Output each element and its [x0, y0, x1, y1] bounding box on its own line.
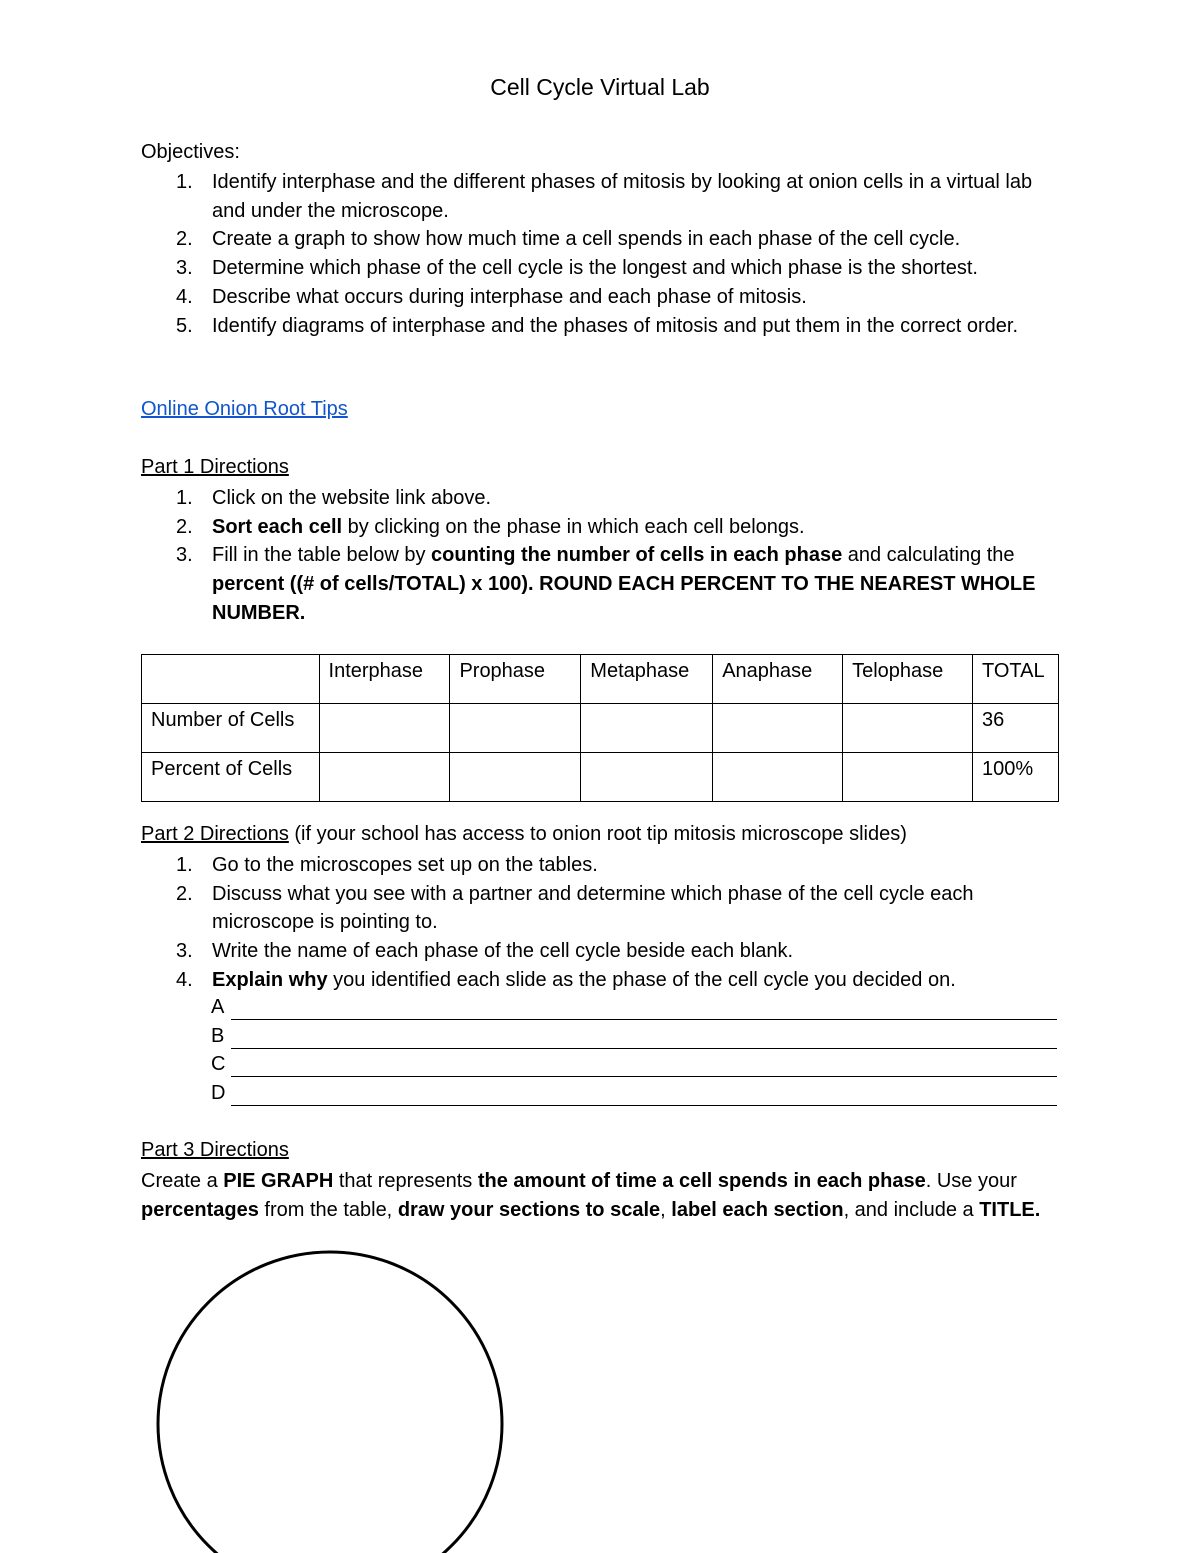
row-label: Percent of Cells	[142, 753, 320, 802]
part2-heading: Part 2 Directions	[141, 823, 289, 845]
row-label: Number of Cells	[142, 704, 320, 753]
explanation-blank[interactable]	[469, 1019, 1057, 1020]
objective-text: Identify diagrams of interphase and the phases of mitosis and put them in the correct order.	[212, 314, 1019, 337]
part3-instructions: Create a PIE GRAPH that represents the amount of time a cell spends in each phase. Use your percentages from the table, draw your sections to scale, label each section, and include a TITLE.	[141, 1170, 1041, 1221]
objective-text: Identify interphase and the different phases of mitosis by looking at onion cells in a virtual lab and under the microscope.	[212, 171, 1033, 222]
online-onion-root-tips-link[interactable]: Online Onion Root Tips	[141, 398, 348, 420]
blank-label: B	[211, 1024, 225, 1047]
objectives-heading: Objectives:	[141, 141, 240, 163]
objective-text: Create a graph to show how much time a cell spends in each phase of the cell cycle.	[212, 228, 961, 251]
part2-list	[141, 851, 1071, 995]
objective-item: 5. Identify diagrams of interphase and the phases of mitosis and put them in the correct order.	[176, 314, 1019, 337]
part2-heading-line: Part 2 Directions (if your school has access to onion root tip mitosis microscope slides)	[141, 823, 907, 845]
part2-item: 2. Discuss what you see with a partner and determine which phase of the cell cycle each microscope is pointing to.	[176, 882, 974, 934]
objective-text: Determine which phase of the cell cycle is the longest and which phase is the shortest.	[212, 257, 978, 280]
table-header-cell: Prophase	[450, 655, 581, 704]
answer-cell[interactable]	[843, 753, 973, 802]
phase-blank[interactable]	[231, 1105, 476, 1106]
phase-blank[interactable]	[231, 1019, 476, 1020]
phase-blank[interactable]	[231, 1048, 476, 1049]
answer-cell[interactable]	[581, 704, 713, 753]
part1-list	[141, 484, 1071, 628]
table-header-cell: TOTAL	[972, 655, 1058, 704]
explanation-blank[interactable]	[469, 1048, 1057, 1049]
part2-item: 4. Explain why you identified each slide as the phase of the cell cycle you decided on.	[176, 968, 956, 991]
blank-label: C	[211, 1053, 226, 1076]
table-header-cell: Metaphase	[581, 655, 713, 704]
part1-heading: Part 1 Directions	[141, 456, 289, 478]
answer-cell[interactable]	[450, 753, 581, 802]
objective-text: Describe what occurs during interphase and each phase of mitosis.	[212, 285, 807, 308]
objective-item: 1. Identify interphase and the different phases of mitosis by looking at onion cells in a virtual lab and under the microscope.	[176, 171, 1033, 222]
objectives-list	[141, 168, 1071, 340]
pie-graph-circle[interactable]	[150, 1244, 520, 1553]
total-cell: 36	[972, 704, 1058, 753]
table-row	[142, 704, 1059, 753]
objective-item: 2. Create a graph to show how much time a cell spends in each phase of the cell cycle.	[176, 228, 961, 251]
explanation-blank[interactable]	[469, 1076, 1057, 1077]
answer-cell[interactable]	[713, 704, 843, 753]
blank-label: D	[211, 1082, 226, 1105]
cell-count-table	[141, 654, 1059, 802]
part2-item: 1. Go to the microscopes set up on the tables.	[176, 854, 598, 876]
objective-item: 4. Describe what occurs during interphase and each phase of mitosis.	[176, 285, 807, 308]
answer-cell[interactable]	[319, 753, 450, 802]
table-header-cell: Telophase	[843, 655, 973, 704]
part1-item: 1. Click on the website link above.	[176, 487, 492, 509]
part1-item: 2. Sort each cell by clicking on the phase in which each cell belongs.	[176, 515, 805, 538]
page-title: Cell Cycle Virtual Lab	[490, 74, 710, 100]
explanation-blank[interactable]	[469, 1105, 1057, 1106]
table-header-cell: Anaphase	[713, 655, 843, 704]
phase-blank[interactable]	[231, 1076, 476, 1077]
table-header-cell	[142, 655, 320, 704]
answer-cell[interactable]	[319, 704, 450, 753]
table-header-cell: Interphase	[319, 655, 450, 704]
table-header-row	[142, 655, 1059, 704]
blank-label: A	[211, 996, 225, 1018]
answer-cell[interactable]	[581, 753, 713, 802]
part3-heading: Part 3 Directions	[141, 1139, 289, 1161]
answer-cell[interactable]	[713, 753, 843, 802]
answer-cell[interactable]	[450, 704, 581, 753]
table-row	[142, 753, 1059, 802]
part1-item: 3. Fill in the table below by counting the number of cells in each phase and calculating the percent ((# of cells/TOTAL) x 100). ROUND EACH PERCENT TO THE NEAREST WHOLE NUMBER.	[176, 544, 1036, 624]
total-cell: 100%	[972, 753, 1058, 802]
part2-item: 3. Write the name of each phase of the cell cycle beside each blank.	[176, 940, 794, 963]
objective-item: 3. Determine which phase of the cell cycle is the longest and which phase is the shortest.	[176, 257, 978, 280]
answer-cell[interactable]	[843, 704, 973, 753]
